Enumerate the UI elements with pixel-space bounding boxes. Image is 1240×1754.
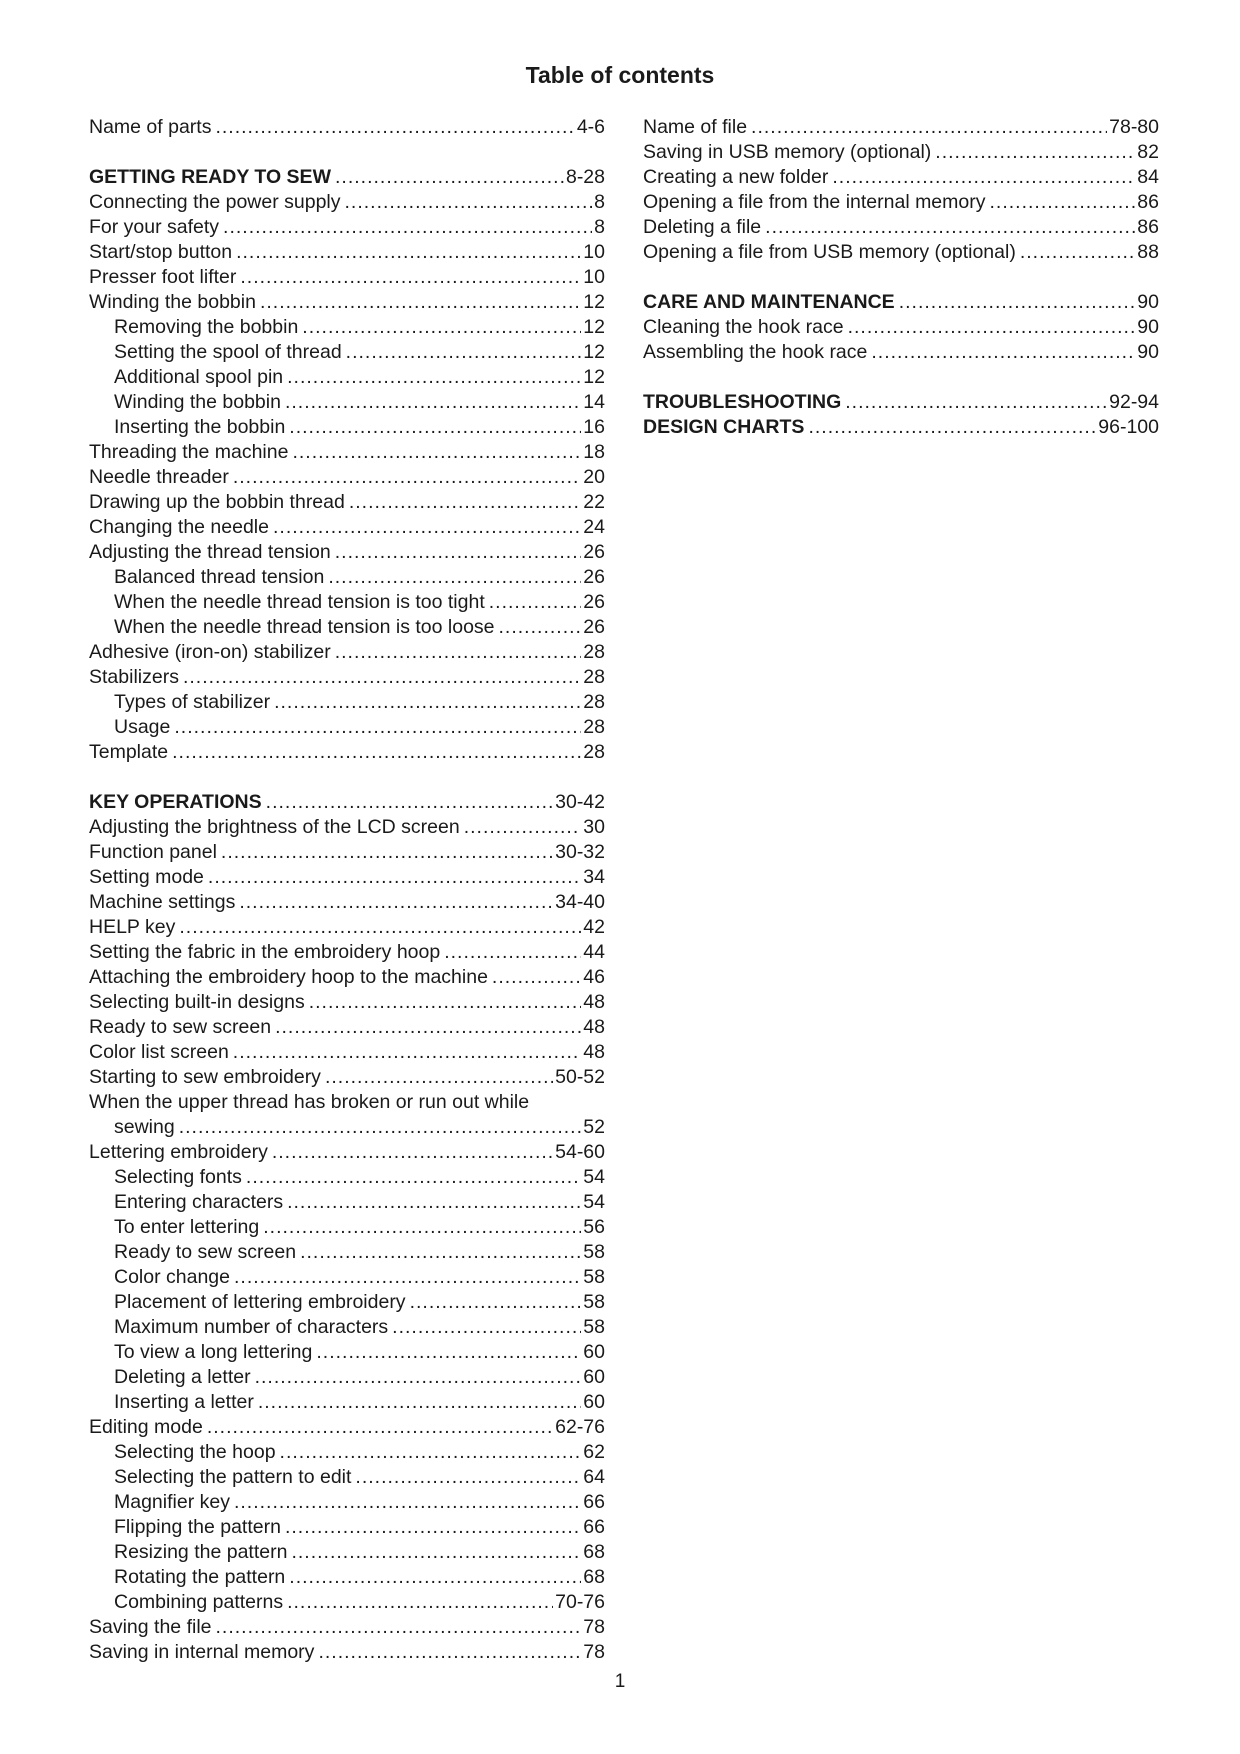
- toc-entry-page: 92-94: [1109, 391, 1159, 413]
- toc-dot-leader: [216, 1615, 582, 1640]
- toc-entry-page: 10: [583, 241, 605, 263]
- toc-dot-leader: [300, 1240, 581, 1265]
- toc-entry-page: 54: [583, 1166, 605, 1188]
- toc-entry-label: Selecting built-in designs: [89, 991, 305, 1013]
- toc-entry: [89, 365, 605, 390]
- toc-entry: [89, 1590, 605, 1615]
- toc-dot-leader: [280, 1440, 582, 1465]
- toc-entry: [89, 915, 605, 940]
- toc-entry-label: Presser foot lifter: [89, 266, 237, 288]
- toc-entry-label: When the needle thread tension is too tight: [114, 591, 485, 613]
- toc-entry-label: Machine settings: [89, 891, 236, 913]
- toc-entry: [89, 265, 605, 290]
- toc-dot-leader: [207, 1415, 553, 1440]
- toc-entry: [89, 1490, 605, 1515]
- toc-entry-page: 44: [583, 941, 605, 963]
- toc-entry-label: Opening a file from USB memory (optional): [643, 241, 1016, 263]
- toc-dot-leader: [808, 415, 1096, 440]
- toc-entry: [89, 715, 605, 740]
- toc-entry: [89, 840, 605, 865]
- toc-entry-label: Selecting the hoop: [114, 1441, 276, 1463]
- toc-entry: [89, 1315, 605, 1340]
- toc-dot-leader: [239, 890, 553, 915]
- toc-entry-label: Inserting a letter: [114, 1391, 254, 1413]
- toc-entry: [89, 1640, 605, 1665]
- toc-entry-page: 12: [583, 316, 605, 338]
- toc-entry-label: Lettering embroidery: [89, 1141, 268, 1163]
- toc-entry-page: 46: [583, 966, 605, 988]
- toc-entry-page: 20: [583, 466, 605, 488]
- toc-dot-leader: [246, 1165, 581, 1190]
- toc-entry-page: 62-76: [555, 1416, 605, 1438]
- toc-entry-label: Start/stop button: [89, 241, 233, 263]
- toc-entry: [89, 115, 605, 140]
- toc-entry-label: TROUBLESHOOTING: [643, 391, 842, 413]
- page-number: 1: [614, 1671, 626, 1692]
- toc-dot-leader: [349, 490, 581, 515]
- toc-dot-leader: [287, 365, 581, 390]
- toc-dot-leader: [410, 1290, 582, 1315]
- toc-spacer: [643, 365, 1159, 390]
- toc-entry-label: To enter lettering: [114, 1216, 260, 1238]
- toc-entry: [89, 1365, 605, 1390]
- toc-dot-leader: [233, 1040, 582, 1065]
- toc-dot-leader: [273, 515, 581, 540]
- toc-dot-leader: [272, 1140, 553, 1165]
- toc-entry: [89, 340, 605, 365]
- page-title: Table of contents: [525, 62, 715, 88]
- toc-dot-leader: [1020, 240, 1135, 265]
- toc-entry: [89, 1340, 605, 1365]
- toc-dot-leader: [215, 115, 574, 140]
- toc-entry-label: Magnifier key: [114, 1491, 230, 1513]
- toc-dot-leader: [172, 740, 581, 765]
- toc-entry-page: 34: [583, 866, 605, 888]
- toc-entry: [89, 1390, 605, 1415]
- toc-dot-leader: [318, 1640, 581, 1665]
- toc-dot-leader: [179, 915, 581, 940]
- toc-right-column: [643, 115, 1159, 440]
- toc-entry: [89, 1415, 605, 1440]
- toc-entry-label: Selecting fonts: [114, 1166, 242, 1188]
- toc-entry: [89, 240, 605, 265]
- toc-entry-label: DESIGN CHARTS: [643, 416, 805, 438]
- toc-entry-page: 34-40: [555, 891, 605, 913]
- toc-entry-label: Attaching the embroidery hoop to the machine: [89, 966, 488, 988]
- toc-entry-page: 28: [583, 691, 605, 713]
- toc-entry-label: Name of parts: [89, 116, 212, 138]
- toc-entry-label: CARE AND MAINTENANCE: [643, 291, 895, 313]
- toc-entry-label: Setting the spool of thread: [114, 341, 342, 363]
- toc-dot-leader: [765, 215, 1135, 240]
- toc-entry-page: 30-32: [555, 841, 605, 863]
- toc-dot-leader: [258, 1390, 581, 1415]
- toc-entry-label: Template: [89, 741, 169, 763]
- toc-entry-label: Deleting a file: [643, 216, 762, 238]
- toc-entry-label: Color list screen: [89, 1041, 229, 1063]
- toc-entry-page: 14: [583, 391, 605, 413]
- toc-entry-page: 96-100: [1098, 416, 1159, 438]
- toc-spacer: [89, 140, 605, 165]
- toc-section-heading: [89, 790, 605, 815]
- toc-entry-page: 28: [583, 716, 605, 738]
- toc-entry-label: Entering characters: [114, 1191, 284, 1213]
- toc-entry: [89, 1540, 605, 1565]
- toc-entry: [89, 390, 605, 415]
- toc-entry-page: 86: [1137, 216, 1159, 238]
- toc-entry: [89, 1015, 605, 1040]
- toc-entry-page: 58: [583, 1241, 605, 1263]
- toc-section-heading: [643, 415, 1159, 440]
- toc-entry-label: Winding the bobbin: [114, 391, 281, 413]
- toc-entry-label: Usage: [114, 716, 171, 738]
- toc-entry-page: 10: [583, 266, 605, 288]
- toc-dot-leader: [236, 240, 581, 265]
- toc-entry-label: Connecting the power supply: [89, 191, 341, 213]
- toc-entry: [89, 565, 605, 590]
- toc-entry-label: Inserting the bobbin: [114, 416, 286, 438]
- toc-entry: [643, 190, 1159, 215]
- toc-entry-page: 90: [1137, 316, 1159, 338]
- toc-entry-page: 90: [1137, 341, 1159, 363]
- toc-entry-label: Winding the bobbin: [89, 291, 256, 313]
- toc-entry-label: Creating a new folder: [643, 166, 829, 188]
- toc-entry-page: 4-6: [576, 116, 605, 138]
- toc-dot-leader: [899, 290, 1136, 315]
- toc-entry-page: 60: [583, 1391, 605, 1413]
- toc-entry: [89, 1215, 605, 1240]
- toc-entry-label: Saving the file: [89, 1616, 212, 1638]
- toc-entry: [89, 1190, 605, 1215]
- toc-entry: [89, 515, 605, 540]
- toc-entry-page: 28: [583, 666, 605, 688]
- toc-entry-page: 86: [1137, 191, 1159, 213]
- toc-entry-label: KEY OPERATIONS: [89, 791, 262, 813]
- toc-entry-page: 52: [583, 1116, 605, 1138]
- toc-entry-label: When the needle thread tension is too loose: [114, 616, 495, 638]
- toc-spacer: [643, 265, 1159, 290]
- toc-entry-page: 58: [583, 1291, 605, 1313]
- toc-entry-label: GETTING READY TO SEW: [89, 166, 331, 188]
- toc-dot-leader: [302, 315, 581, 340]
- toc-entry-label: Combining patterns: [114, 1591, 284, 1613]
- toc-dot-leader: [292, 440, 581, 465]
- toc-entry-label: Adhesive (iron-on) stabilizer: [89, 641, 331, 663]
- toc-entry: [89, 640, 605, 665]
- toc-entry: [89, 415, 605, 440]
- toc-entry: [89, 1065, 605, 1090]
- toc-entry: [89, 1290, 605, 1315]
- toc-entry-label: Ready to sew screen: [114, 1241, 297, 1263]
- toc-entry: [89, 1615, 605, 1640]
- toc-entry-page: 70-76: [555, 1591, 605, 1613]
- toc-dot-leader: [444, 940, 581, 965]
- toc-entry: [89, 315, 605, 340]
- toc-entry: [89, 1140, 605, 1165]
- toc-entry: [89, 1040, 605, 1065]
- toc-entry-label: Starting to sew embroidery: [89, 1066, 321, 1088]
- toc-dot-leader: [464, 815, 582, 840]
- toc-dot-leader: [935, 140, 1135, 165]
- toc-entry-label: Cleaning the hook race: [643, 316, 844, 338]
- toc-entry-label: For your safety: [89, 216, 220, 238]
- toc-entry-label: Drawing up the bobbin thread: [89, 491, 345, 513]
- toc-entry-page: 60: [583, 1366, 605, 1388]
- toc-dot-leader: [335, 165, 564, 190]
- toc-entry-page: 66: [583, 1491, 605, 1513]
- toc-entry-label: Adjusting the thread tension: [89, 541, 331, 563]
- toc-entry: [89, 290, 605, 315]
- toc-entry: [89, 215, 605, 240]
- toc-entry-page: 30-42: [555, 791, 605, 813]
- toc-entry-page: 30: [583, 816, 605, 838]
- toc-entry: [643, 165, 1159, 190]
- toc-entry: [89, 665, 605, 690]
- toc-entry-label: Opening a file from the internal memory: [643, 191, 986, 213]
- toc-entry: [89, 990, 605, 1015]
- toc-dot-leader: [325, 1065, 553, 1090]
- toc-entry: [89, 490, 605, 515]
- toc-dot-leader: [289, 1565, 581, 1590]
- toc-entry-page: 26: [583, 591, 605, 613]
- toc-entry: [643, 140, 1159, 165]
- toc-entry-label: Function panel: [89, 841, 217, 863]
- toc-dot-leader: [751, 115, 1107, 140]
- toc-entry-page: 12: [583, 366, 605, 388]
- toc-dot-leader: [287, 1190, 581, 1215]
- toc-entry-label: Saving in USB memory (optional): [643, 141, 932, 163]
- toc-entry-label: Color change: [114, 1266, 230, 1288]
- toc-entry-label: Assembling the hook race: [643, 341, 868, 363]
- toc-left-column: [89, 115, 605, 1665]
- toc-entry-label: Deleting a letter: [114, 1366, 251, 1388]
- toc-entry-label: Flipping the pattern: [114, 1516, 281, 1538]
- toc-entry-page: 42: [583, 916, 605, 938]
- toc-entry-page: 50-52: [555, 1066, 605, 1088]
- toc-entry: [89, 1115, 605, 1140]
- toc-dot-leader: [263, 1215, 581, 1240]
- toc-entry-label: Types of stabilizer: [114, 691, 271, 713]
- toc-entry: [89, 615, 605, 640]
- toc-entry-label: Threading the machine: [89, 441, 289, 463]
- toc-dot-leader: [234, 1265, 581, 1290]
- toc-dot-leader: [335, 540, 582, 565]
- toc-dot-leader: [335, 640, 582, 665]
- toc-dot-leader: [223, 215, 592, 240]
- toc-entry-page: 78: [583, 1616, 605, 1638]
- toc-entry: [89, 465, 605, 490]
- toc-entry-label: Placement of lettering embroidery: [114, 1291, 406, 1313]
- toc-dot-leader: [287, 1590, 553, 1615]
- toc-entry-page: 8: [594, 191, 605, 213]
- toc-entry-page: 26: [583, 541, 605, 563]
- toc-section-heading: [643, 390, 1159, 415]
- toc-entry-page: 90: [1137, 291, 1159, 313]
- toc-dot-leader: [274, 690, 581, 715]
- toc-entry: [89, 865, 605, 890]
- toc-dot-leader: [316, 1340, 581, 1365]
- toc-entry-page: 54: [583, 1191, 605, 1213]
- toc-dot-leader: [832, 165, 1135, 190]
- toc-entry: [89, 940, 605, 965]
- toc-entry-page: 84: [1137, 166, 1159, 188]
- toc-dot-leader: [255, 1365, 582, 1390]
- toc-entry-page: 64: [583, 1466, 605, 1488]
- toc-entry: [89, 440, 605, 465]
- toc-dot-leader: [266, 790, 553, 815]
- toc-dot-leader: [221, 840, 553, 865]
- toc-entry-label: Resizing the pattern: [114, 1541, 288, 1563]
- toc-entry: [89, 1565, 605, 1590]
- toc-entry-page: 56: [583, 1216, 605, 1238]
- toc-dot-leader: [291, 1540, 581, 1565]
- toc-entry: [89, 1440, 605, 1465]
- toc-entry-label: Adjusting the brightness of the LCD screen: [89, 816, 460, 838]
- toc-entry-label: Needle threader: [89, 466, 229, 488]
- toc-entry: [89, 1465, 605, 1490]
- toc-dot-leader: [285, 1515, 581, 1540]
- toc-dot-leader: [871, 340, 1135, 365]
- toc-dot-leader: [328, 565, 581, 590]
- toc-entry-label: Setting mode: [89, 866, 204, 888]
- toc-entry-label: Stabilizers: [89, 666, 179, 688]
- toc-entry-page: 26: [583, 616, 605, 638]
- toc-entry: [89, 1240, 605, 1265]
- toc-entry-page: 28: [583, 741, 605, 763]
- toc-entry-page: 54-60: [555, 1141, 605, 1163]
- toc-entry: [89, 965, 605, 990]
- toc-entry-page: 28: [583, 641, 605, 663]
- toc-entry-page: 68: [583, 1566, 605, 1588]
- toc-dot-leader: [183, 665, 581, 690]
- toc-entry-page: 12: [583, 291, 605, 313]
- toc-spacer: [89, 765, 605, 790]
- toc-entry: [89, 1090, 605, 1115]
- toc-dot-leader: [845, 390, 1107, 415]
- toc-entry-page: 78-80: [1109, 116, 1159, 138]
- toc-dot-leader: [492, 965, 581, 990]
- toc-dot-leader: [208, 865, 581, 890]
- toc-dot-leader: [309, 990, 582, 1015]
- toc-entry: [89, 1265, 605, 1290]
- toc-dot-leader: [275, 1015, 581, 1040]
- toc-entry: [643, 115, 1159, 140]
- toc-entry-page: 24: [583, 516, 605, 538]
- toc-entry-page: 48: [583, 1016, 605, 1038]
- toc-entry-label: Additional spool pin: [114, 366, 284, 388]
- toc-dot-leader: [179, 1115, 582, 1140]
- toc-entry: [643, 340, 1159, 365]
- toc-dot-leader: [848, 315, 1136, 340]
- toc-dot-leader: [260, 290, 581, 315]
- toc-entry-page: 58: [583, 1316, 605, 1338]
- toc-dot-leader: [345, 190, 593, 215]
- toc-dot-leader: [233, 465, 581, 490]
- toc-entry-page: 68: [583, 1541, 605, 1563]
- toc-entry: [643, 215, 1159, 240]
- toc-entry-label: Ready to sew screen: [89, 1016, 272, 1038]
- toc-entry: [89, 1165, 605, 1190]
- toc-entry: [89, 590, 605, 615]
- toc-entry-page: 62: [583, 1441, 605, 1463]
- toc-entry: [89, 540, 605, 565]
- toc-dot-leader: [234, 1490, 581, 1515]
- toc-dot-leader: [392, 1315, 581, 1340]
- toc-section-heading: [89, 165, 605, 190]
- toc-entry: [643, 240, 1159, 265]
- toc-entry-label: To view a long lettering: [114, 1341, 313, 1363]
- toc-entry-page: 18: [583, 441, 605, 463]
- toc-entry: [89, 190, 605, 215]
- toc-dot-leader: [346, 340, 582, 365]
- toc-entry-page: 48: [583, 991, 605, 1013]
- toc-entry-page: 12: [583, 341, 605, 363]
- toc-entry: [89, 690, 605, 715]
- toc-entry-page: 58: [583, 1266, 605, 1288]
- toc-entry-page: 66: [583, 1516, 605, 1538]
- toc-entry-label: When the upper thread has broken or run out while: [89, 1091, 530, 1113]
- toc-dot-leader: [174, 715, 581, 740]
- toc-entry-label: Balanced thread tension: [114, 566, 325, 588]
- toc-dot-leader: [285, 390, 581, 415]
- toc-entry-page: 22: [583, 491, 605, 513]
- toc-entry-label: Rotating the pattern: [114, 1566, 286, 1588]
- toc-entry-label: Maximum number of characters: [114, 1316, 389, 1338]
- toc-entry-label: Setting the fabric in the embroidery hoop: [89, 941, 441, 963]
- toc-entry: [89, 1515, 605, 1540]
- toc-entry-page: 78: [583, 1641, 605, 1663]
- toc-dot-leader: [499, 615, 582, 640]
- toc-dot-leader: [489, 590, 582, 615]
- toc-entry-page: 88: [1137, 241, 1159, 263]
- toc-dot-leader: [289, 415, 581, 440]
- toc-entry-page: 16: [583, 416, 605, 438]
- toc-entry-page: 60: [583, 1341, 605, 1363]
- toc-entry-label: Selecting the pattern to edit: [114, 1466, 352, 1488]
- toc-entry-page: 82: [1137, 141, 1159, 163]
- toc-entry-page: 48: [583, 1041, 605, 1063]
- toc-entry: [89, 890, 605, 915]
- toc-entry-label: Removing the bobbin: [114, 316, 299, 338]
- toc-entry: [643, 315, 1159, 340]
- toc-entry-label: Editing mode: [89, 1416, 203, 1438]
- toc-entry: [89, 815, 605, 840]
- toc-dot-leader: [990, 190, 1136, 215]
- toc-entry-label: Saving in internal memory: [89, 1641, 315, 1663]
- toc-entry-page: 8-28: [565, 166, 605, 188]
- toc-dot-leader: [355, 1465, 581, 1490]
- toc-section-heading: [643, 290, 1159, 315]
- toc-entry-label: Changing the needle: [89, 516, 269, 538]
- toc-entry: [89, 740, 605, 765]
- toc-dot-leader: [240, 265, 581, 290]
- toc-entry-label: sewing: [114, 1116, 175, 1138]
- toc-entry-page: 26: [583, 566, 605, 588]
- toc-entry-label: Name of file: [643, 116, 748, 138]
- toc-entry-page: 8: [594, 216, 605, 238]
- toc-entry-label: HELP key: [89, 916, 176, 938]
